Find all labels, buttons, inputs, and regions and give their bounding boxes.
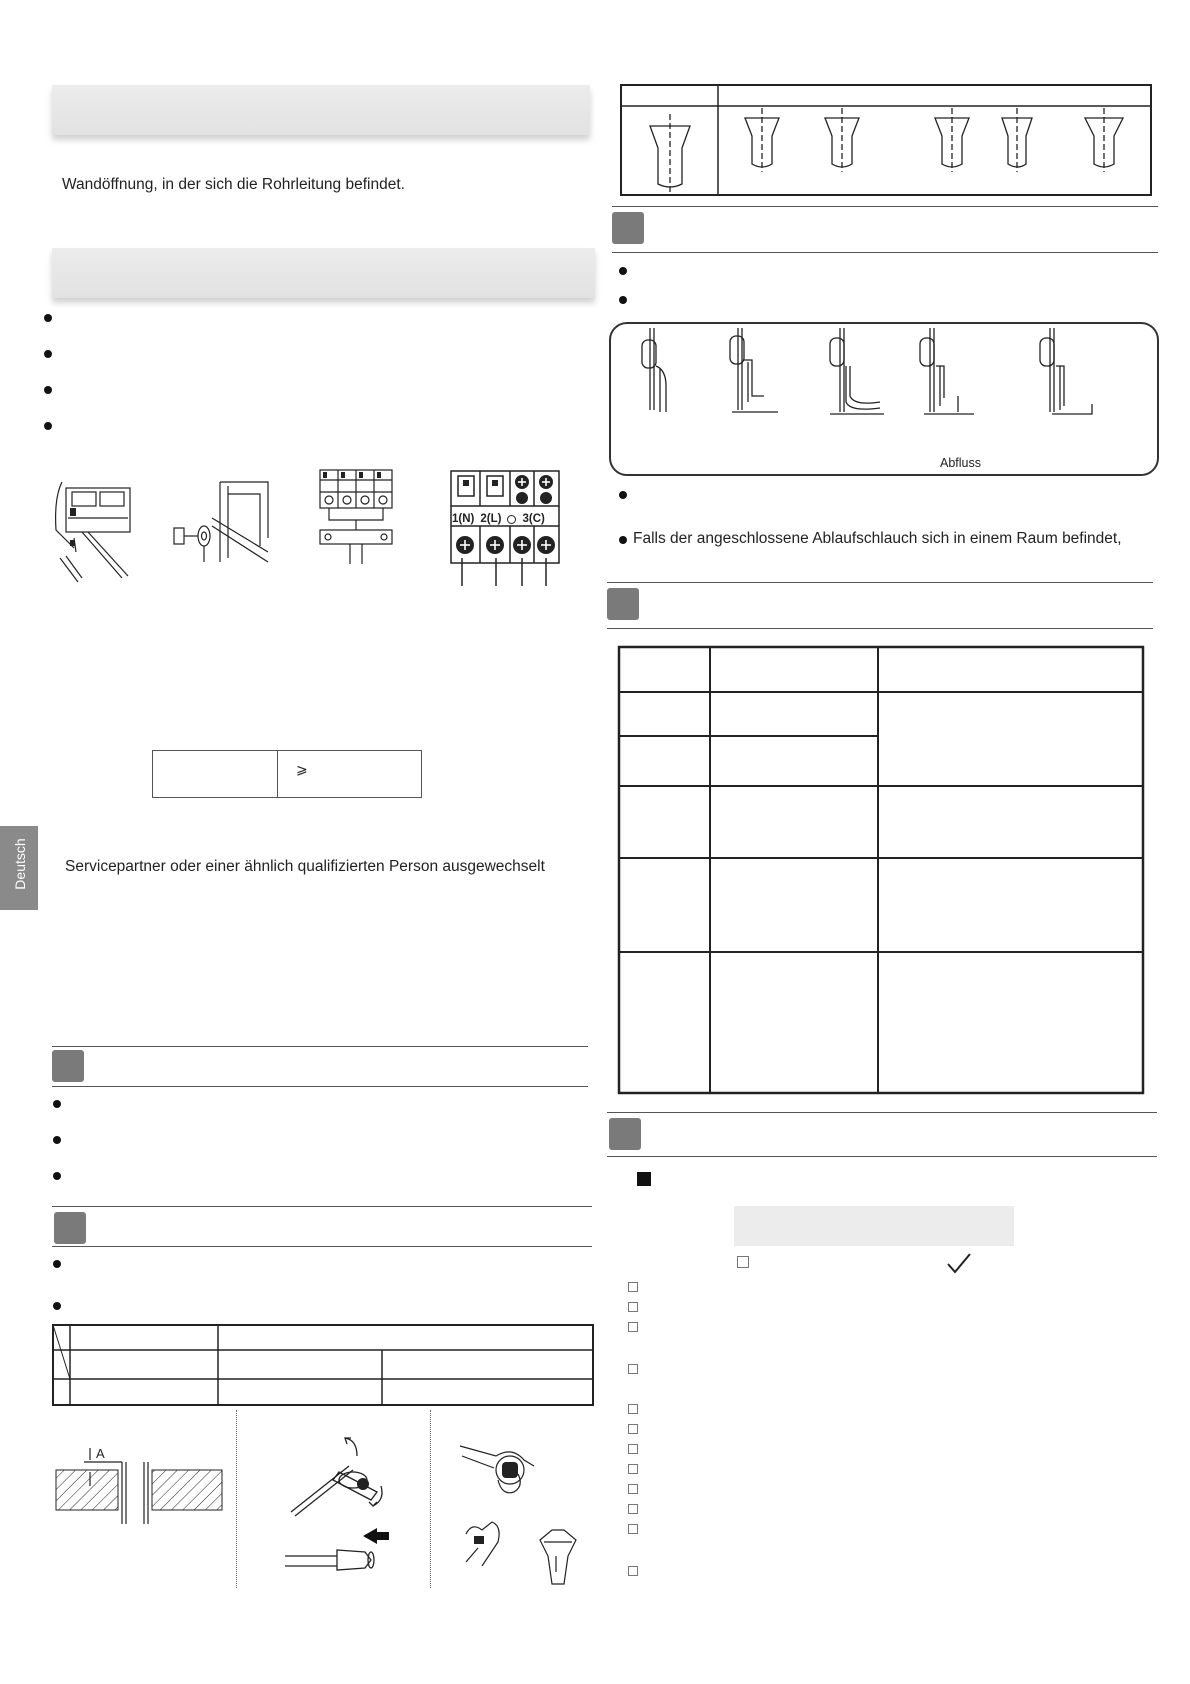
square-bullet	[637, 1172, 651, 1186]
section-number-box	[607, 588, 639, 620]
terminal-label-l: 2(L)	[480, 513, 502, 525]
terminal-connection-block	[450, 470, 560, 586]
spec-table	[152, 750, 422, 798]
checklist-checkbox[interactable]	[628, 1364, 638, 1374]
section-number-box	[52, 1050, 84, 1082]
wall-opening-text: Wandöffnung, in der sich die Rohrleitung befindet.	[62, 176, 405, 193]
drain-label: Abfluss	[940, 456, 981, 470]
checklist-checkbox[interactable]	[628, 1322, 638, 1332]
bullet	[619, 296, 627, 304]
checklist-checkbox[interactable]	[628, 1566, 638, 1576]
section-rule	[607, 582, 1153, 583]
spec-cell-left	[153, 751, 278, 797]
section-number-box	[612, 212, 644, 244]
flaring-tool-illustration	[452, 1426, 584, 1586]
section-header-bar	[52, 248, 595, 298]
section-number-box	[609, 1118, 641, 1150]
section-rule	[612, 206, 1158, 207]
checklist-checkbox[interactable]	[628, 1504, 638, 1514]
flare-section-illustration	[54, 1446, 224, 1526]
bullet	[619, 491, 627, 499]
dotted-divider	[430, 1410, 431, 1588]
bullet	[619, 536, 627, 544]
flare-dimension-label: A	[96, 1446, 105, 1461]
checklist-checkbox[interactable]	[628, 1484, 638, 1494]
bullet	[44, 314, 52, 322]
checklist-header-bar	[734, 1206, 1014, 1246]
bullet	[53, 1136, 61, 1144]
bullet	[53, 1100, 61, 1108]
bullet	[53, 1172, 61, 1180]
indoor-unit-wiring-illustration	[52, 478, 132, 586]
terminal-label-c: 3(C)	[522, 513, 545, 525]
ground-symbol-icon	[507, 515, 516, 524]
checklist-checkbox[interactable]	[628, 1464, 638, 1474]
bullet	[44, 350, 52, 358]
dotted-divider	[236, 1410, 237, 1588]
section-rule	[607, 628, 1153, 629]
checklist-checkbox[interactable]	[628, 1444, 638, 1454]
terminal-label-n: 1(N)	[452, 513, 475, 525]
spec-cell-right: ⩾	[296, 761, 308, 777]
section-rule	[607, 1112, 1157, 1113]
section-header-bar	[52, 85, 590, 135]
language-tab	[0, 826, 38, 910]
section-number-box	[54, 1212, 86, 1244]
bullet	[53, 1260, 61, 1268]
checklist-checkbox[interactable]	[737, 1256, 749, 1268]
checklist-checkbox[interactable]	[628, 1302, 638, 1312]
terminal-block-illustration	[318, 468, 394, 568]
flare-dimension-table	[52, 1324, 594, 1406]
checklist-checkbox[interactable]	[628, 1282, 638, 1292]
section-rule	[52, 1246, 592, 1247]
flare-shape-table	[620, 84, 1152, 198]
section-rule	[52, 1086, 588, 1087]
section-rule	[612, 252, 1158, 253]
ground-screw-illustration	[168, 478, 272, 568]
data-grid-table	[618, 646, 1144, 1094]
drain-hose-diagrams	[640, 326, 1100, 422]
bullet	[53, 1302, 61, 1310]
section-rule	[52, 1046, 588, 1047]
checkmark-icon	[946, 1252, 972, 1274]
checklist-checkbox[interactable]	[628, 1424, 638, 1434]
section-rule	[607, 1156, 1157, 1157]
terminal-labels	[452, 510, 560, 528]
pipe-cutter-illustration	[285, 1436, 401, 1576]
language-tab-label: Deutsch	[12, 838, 28, 890]
bullet	[44, 422, 52, 430]
checklist-checkbox[interactable]	[628, 1404, 638, 1414]
drain-note-text: Falls der angeschlossene Ablaufschlauch sich in einem Raum befindet,	[633, 530, 1122, 547]
bullet	[44, 386, 52, 394]
bullet	[619, 267, 627, 275]
checklist-checkbox[interactable]	[628, 1524, 638, 1534]
service-text: Servicepartner oder einer ähnlich qualifizierten Person ausgewechselt	[65, 858, 545, 875]
section-rule	[52, 1206, 592, 1207]
